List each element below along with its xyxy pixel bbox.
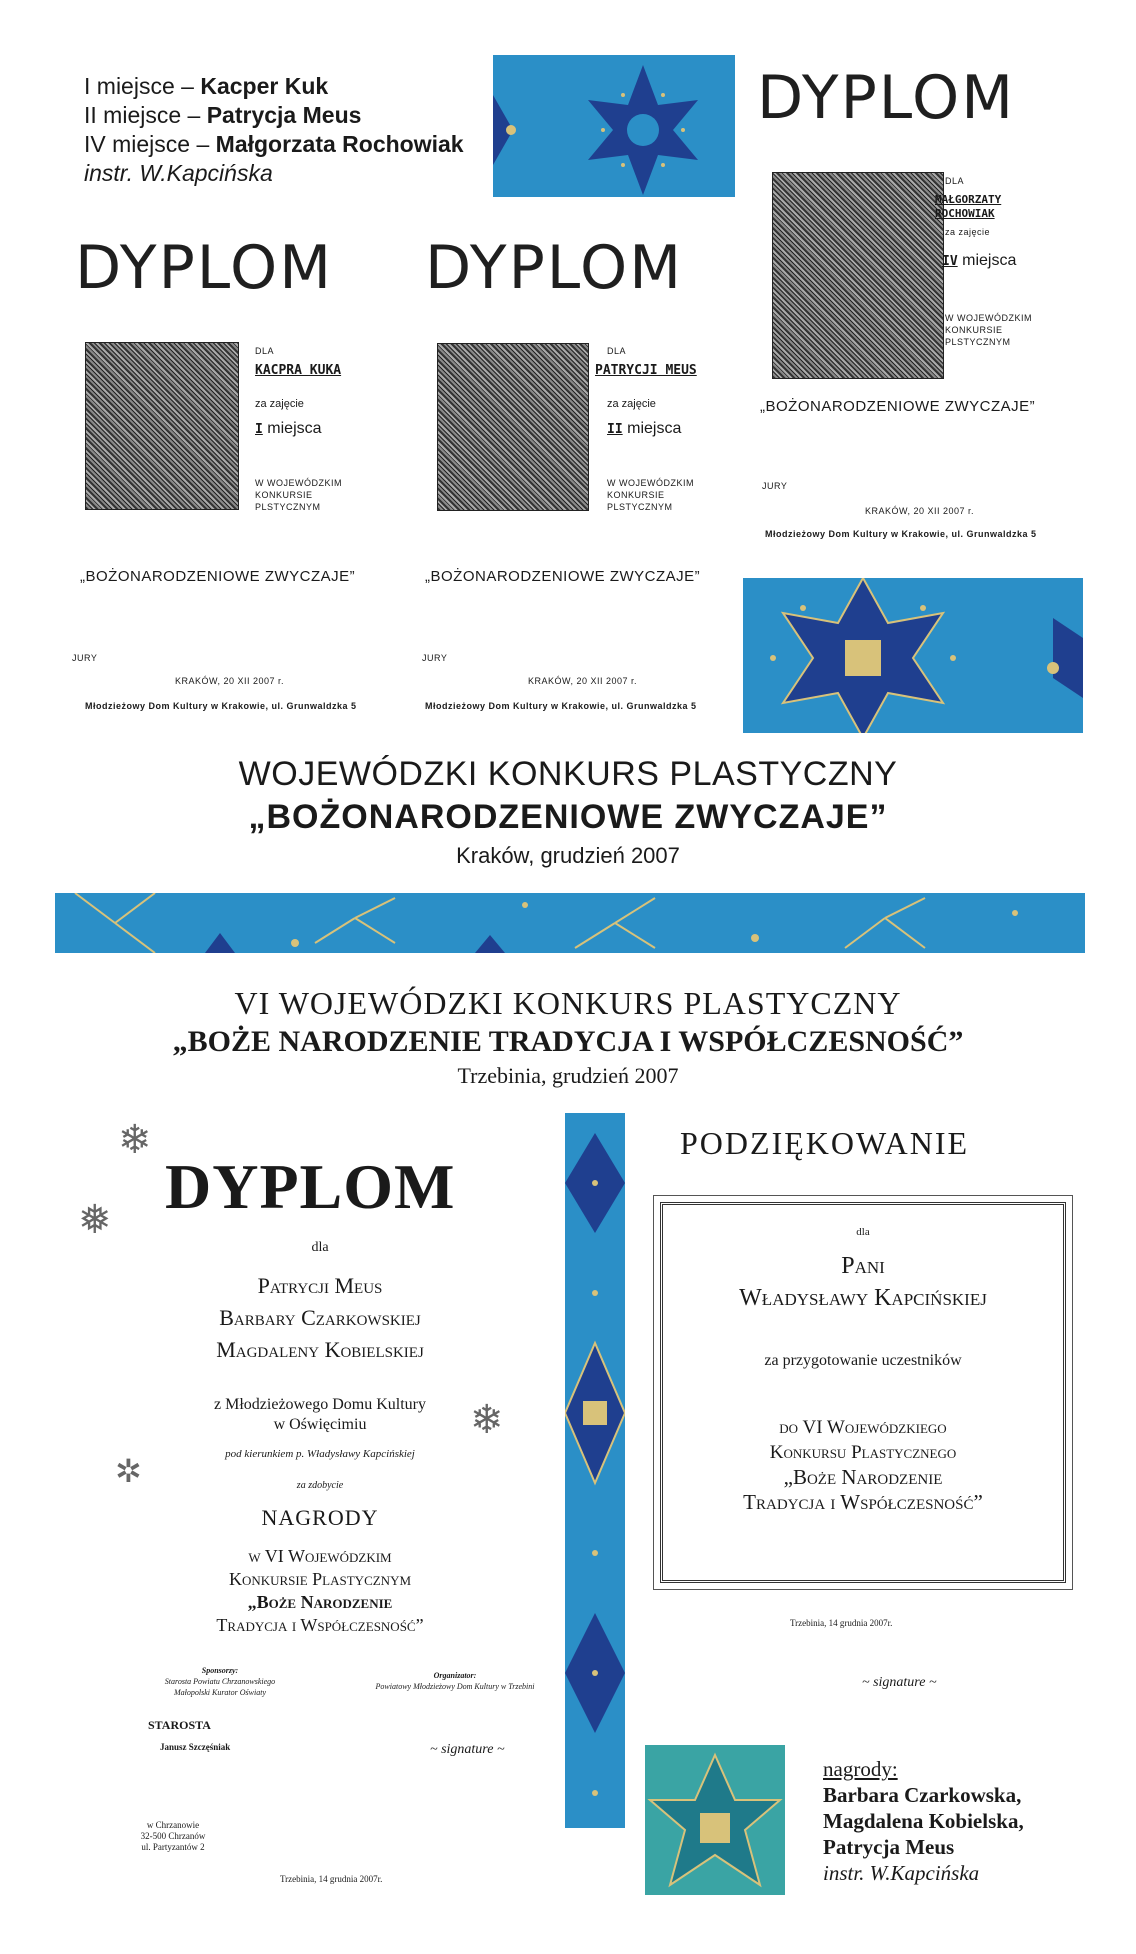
blue-paper-strip [565,1113,625,1828]
trzebinia-title-1: VI WOJEWÓDZKI KONKURS PLASTYCZNY [234,985,902,1021]
winner-line-3: IV miejsce – Małgorzata Rochowiak [84,131,464,157]
diploma-left-za: za zdobycie [296,1480,344,1491]
diploma-left-starosta-name: Janusz Szczęśniak [160,1742,231,1752]
awards-note-name-2: Magdalena Kobielska, [823,1809,1024,1833]
awards-note-name-3: Patrycja Meus [823,1835,955,1859]
awards-note [823,1756,1024,1886]
winners-list [84,72,464,188]
thanks-pani: Pani [841,1253,885,1279]
diploma-left-sponsors: Sponsorzy: Starosta Powiatu Chrzanowskiego Małopolski Kurator Oświaty [164,1666,276,1697]
krakow-title-3: Kraków, grudzień 2007 [456,843,680,868]
winner-line-1: I miejsce – Kacper Kuk [84,73,329,99]
krakow-title-2: „BOŻONARODZENIOWE ZWYCZAJE” [248,798,888,836]
star-pattern-icon [493,55,735,197]
awards-note-instructor: instr. W.Kapcińska [823,1861,980,1885]
diploma-2-quote: „BOŻONARODZENIOWE ZWYCZAJE” [425,568,701,585]
blue-paper-top [493,55,735,197]
diploma-3-org: Młodzieżowy Dom Kultury w Krakowie, ul. Grunwaldzka 5 [765,529,1037,539]
diploma-left-organizer: Organizator: Powiatowy Młodzieżowy Dom Kultury w Trzebini [375,1671,535,1691]
diploma-1-engraving [85,342,239,510]
diploma-3-contest: W WOJEWÓDZKIM KONKURSIE PLSTYCZNYM [945,313,1032,347]
diploma-1-za: za zajęcie [255,398,304,410]
diploma-2-dla: DLA [607,346,627,356]
diploma-2-engraving [437,343,589,511]
diploma-left-signature: ~ signature ~ [430,1742,505,1757]
diploma-1-quote: „BOŻONARODZENIOWE ZWYCZAJE” [80,568,356,585]
diploma-3-date: KRAKÓW, 20 XII 2007 r. [865,506,975,516]
diploma-left-name-1: Patrycji Meus [257,1273,383,1298]
blue-paper-right [743,578,1083,733]
diploma-3-title: DYPLOM [757,63,1016,133]
diploma-1-org: Młodzieżowy Dom Kultury w Krakowie, ul. Grunwaldzka 5 [85,701,357,711]
awards-note-name-1: Barbara Czarkowska, [823,1783,1022,1807]
diploma-1-title: DYPLOM [75,233,334,303]
diploma-left-award: NAGRODY [261,1505,379,1530]
winner-line-2: II miejsce – Patrycja Meus [84,102,362,128]
diploma-left-title: DYPLOM [165,1151,456,1222]
diploma-2-title: DYPLOM [425,233,684,303]
snowflake-icon: ❄ [118,1118,152,1162]
star-pattern-icon [645,1745,785,1895]
diploma-2-org: Młodzieżowy Dom Kultury w Krakowie, ul. Grunwaldzka 5 [425,701,697,711]
diploma-1-name: KACPRA KUKA [255,363,342,378]
diploma-3-quote: „BOŻONARODZENIOWE ZWYCZAJE” [760,398,1036,415]
diploma-left-starosta: STAROSTA [148,1718,211,1732]
star-pattern-icon [565,1113,625,1828]
diploma-left-name-2: Barbary Czarkowskiej [219,1305,421,1330]
diploma-left-contest: w VI Wojewódzkim Konkursie Plastycznym „Boże Narodzenie Tradycja i Współczesność” [216,1546,424,1635]
diploma-1-dla: DLA [255,346,275,356]
thanks-contest: do VI Wojewódzkiego Konkursu Plastycznego „Boże Narodzenie Tradycja i Współczesność” [743,1417,983,1514]
blue-paper-bottom [645,1745,785,1895]
diploma-3-dla: DLA [945,176,965,186]
diploma-3-place: IV miejsca [942,252,1017,269]
diploma-1-place: I miejsca [255,420,322,437]
diploma-left-from: z Młodzieżowego Domu Kultury w Oświęcimiu [214,1396,426,1433]
diploma-left-date: Trzebinia, 14 grudnia 2007r. [280,1874,383,1884]
diploma-2-jury: JURY [422,653,448,663]
snowflake-icon: ❅ [78,1198,112,1242]
diploma-1-date: KRAKÓW, 20 XII 2007 r. [175,676,285,686]
diploma-2-za: za zajęcie [607,398,656,410]
snowflake-icon: ✲ [115,1453,142,1489]
diploma-left-name-3: Magdaleny Kobielskiej [216,1337,424,1362]
thanks-signature: ~ signature ~ [862,1675,937,1690]
thanks-recipient [660,1250,1066,1314]
diploma-3-engraving [772,172,944,379]
blue-paper-band [55,893,1085,953]
star-pattern-icon [55,893,1085,953]
star-pattern-icon [743,578,1083,733]
thanks-dla: dla [856,1226,870,1238]
diploma-left-stamp: w Chrzanowie 32-500 Chrzanów ul. Partyzantów 2 [140,1820,206,1852]
trzebinia-title-3: Trzebinia, grudzień 2007 [457,1063,679,1088]
awards-note-label: nagrody: [823,1757,898,1781]
diploma-1-contest: W WOJEWÓDZKIM KONKURSIE PLSTYCZNYM [255,478,342,512]
thanks-title: PODZIĘKOWANIE [680,1125,970,1161]
diploma-2-date: KRAKÓW, 20 XII 2007 r. [528,676,638,686]
diploma-left-dla: dla [311,1240,329,1255]
diploma-2-place: II miejsca [607,420,682,437]
diploma-3-za: za zajęcie [945,227,991,237]
diploma-3-jury: JURY [762,481,788,491]
diploma-3-name: MAŁGORZATY ROCHOWIAK [935,193,1002,220]
krakow-title-1: WOJEWÓDZKI KONKURS PLASTYCZNY [238,755,898,793]
snowflake-icon: ❄ [470,1398,504,1442]
diploma-left-under: pod kierunkiem p. Władysławy Kapcińskiej [225,1448,415,1460]
thanks-for: za przygotowanie uczestników [764,1352,962,1369]
trzebinia-title-2: „BOŻE NARODZENIE TRADYCJA I WSPÓŁCZESNOŚĆ” [172,1025,964,1058]
diploma-left-names [70,1270,570,1366]
winners-instructor: instr. W.Kapcińska [84,160,273,186]
diploma-2-contest: W WOJEWÓDZKIM KONKURSIE PLSTYCZNYM [607,478,694,512]
diploma-2-name: PATRYCJI MEUS [595,363,697,378]
diploma-1-jury: JURY [72,653,98,663]
thanks-date: Trzebinia, 14 grudnia 2007r. [790,1618,893,1628]
thanks-name: Władysławy Kapcińskiej [739,1285,987,1311]
